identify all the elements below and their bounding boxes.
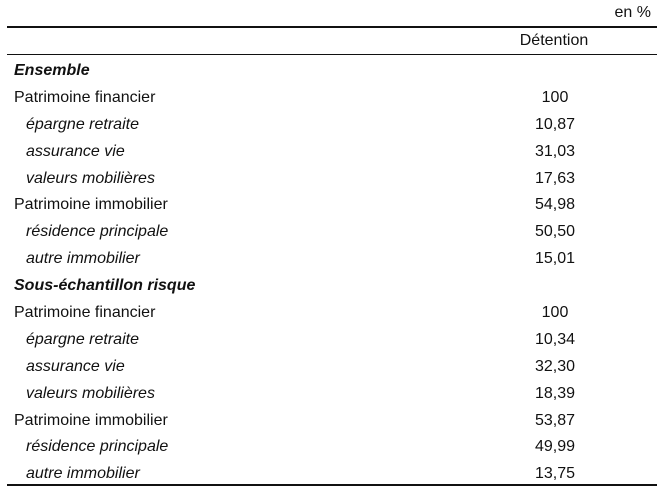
row-value: 100 (541, 304, 569, 322)
row-value: 15,01 (534, 250, 576, 268)
section-title: Sous-échantillon risque (14, 277, 196, 295)
row-value: 10,87 (534, 115, 576, 133)
row-value: 50,50 (534, 223, 576, 241)
table-bottom-rule (7, 484, 657, 486)
table-row (0, 408, 663, 435)
table-row (0, 85, 663, 112)
table-row (0, 434, 663, 461)
row-value: 100 (541, 88, 569, 106)
table-body (0, 58, 663, 488)
row-label: Patrimoine immobilier (14, 411, 168, 429)
row-label: valeurs mobilières (26, 384, 155, 402)
row-value: 10,34 (534, 330, 576, 348)
table-row (0, 354, 663, 381)
row-value: 31,03 (534, 142, 576, 160)
row-label: Patrimoine financier (14, 88, 156, 106)
row-label: Patrimoine immobilier (14, 196, 168, 214)
section-title: Ensemble (14, 62, 90, 79)
row-label: Patrimoine financier (14, 304, 156, 322)
row-label: résidence principale (26, 438, 169, 456)
section-header-row (0, 58, 663, 85)
table-row (0, 381, 663, 408)
row-label: assurance vie (26, 357, 125, 375)
row-value: 18,39 (534, 384, 576, 402)
row-value: 54,98 (534, 196, 576, 214)
row-label: épargne retraite (26, 330, 139, 348)
row-value: 49,99 (534, 438, 576, 456)
section-header-row (0, 273, 663, 300)
row-label: autre immobilier (26, 465, 140, 483)
row-value: 53,87 (534, 411, 576, 429)
table-row (0, 192, 663, 219)
row-label: valeurs mobilières (26, 169, 155, 187)
row-label: épargne retraite (26, 115, 139, 133)
table-row (0, 166, 663, 193)
row-label: assurance vie (26, 142, 125, 160)
row-label: autre immobilier (26, 250, 140, 268)
unit-label: en % (614, 4, 651, 21)
row-value: 17,63 (534, 169, 576, 187)
table-row (0, 327, 663, 354)
table-row (0, 300, 663, 327)
table-row (0, 246, 663, 273)
table-row (0, 139, 663, 166)
header-separator-rule (7, 54, 657, 55)
row-value: 13,75 (534, 465, 576, 483)
table-top-rule (7, 26, 657, 28)
row-value: 32,30 (534, 357, 576, 375)
row-label: résidence principale (26, 223, 169, 241)
table-row (0, 219, 663, 246)
column-header-detention: Détention (519, 32, 589, 49)
table-row (0, 112, 663, 139)
